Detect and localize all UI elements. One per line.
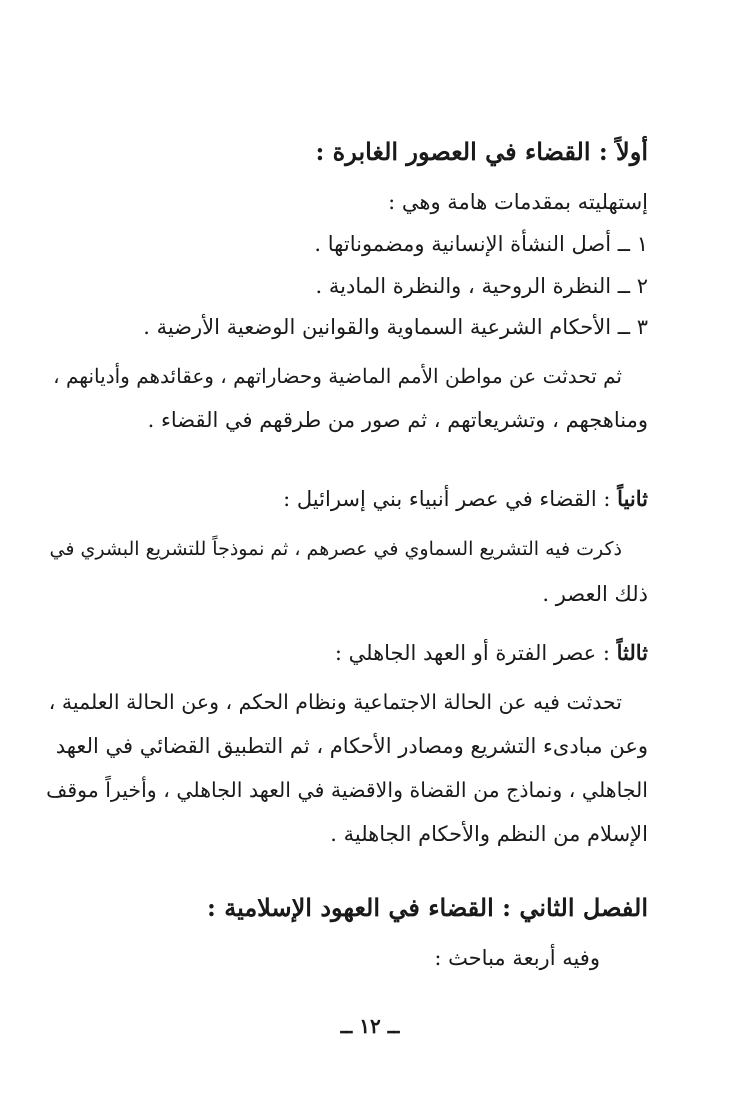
paragraph-line: تحدثت فيه عن الحالة الاجتماعية ونظام الحكم ، وعن الحالة العلمية ، (48, 690, 622, 714)
list-item-3: ٣ ــ الأحكام الشرعية السماوية والقوانين الوضعية الأرضية . (143, 315, 648, 339)
section-title: : القضاء في عصر أنبياء بني إسرائيل : (283, 487, 618, 511)
paragraph-line: ثم تحدثت عن مواطن الأمم الماضية وحضاراتهم ، وعقائدهم وأديانهم ، (53, 364, 622, 388)
section-label: ثانياً (617, 486, 648, 511)
paragraph-line: الإسلام من النظم والأحكام الجاهلية . (330, 822, 648, 846)
section-label: ثالثاً (616, 640, 648, 665)
paragraph-line: ومناهجهم ، وتشريعاتهم ، ثم صور من طرقهم في القضاء . (147, 408, 648, 432)
section-title: : عصر الفترة أو العهد الجاهلي : (334, 641, 617, 665)
chapter-heading: الفصل الثاني : القضاء في العهود الإسلامية : (207, 893, 648, 922)
list-item-1: ١ ــ أصل النشأة الإنسانية ومضموناتها . (314, 232, 648, 256)
chapter-intro-text: وفيه أربعة مباحث : (434, 946, 600, 970)
paragraph-line: وعن مبادىء التشريع ومصادر الأحكام ، ثم التطبيق القضائي في العهد (55, 734, 648, 758)
paragraph-line: ذكرت فيه التشريع السماوي في عصرهم ، ثم نموذجاً للتشريع البشري في (49, 538, 622, 560)
list-item-2: ٢ ــ النظرة الروحية ، والنظرة المادية . (315, 274, 648, 298)
paragraph-line: ذلك العصر . (542, 582, 648, 606)
section-heading-first: أولاً : القضاء في العصور الغابرة : (315, 137, 648, 166)
section-intro-text: إستهليته بمقدمات هامة وهي : (388, 190, 648, 214)
page-number: ــ ١٢ ــ (340, 1014, 400, 1038)
paragraph-line: الجاهلي ، ونماذج من القضاة والاقضية في العهد الجاهلي ، وأخيراً موقف (46, 778, 648, 802)
section-heading-third (335, 642, 648, 664)
section-heading-second (283, 488, 648, 510)
